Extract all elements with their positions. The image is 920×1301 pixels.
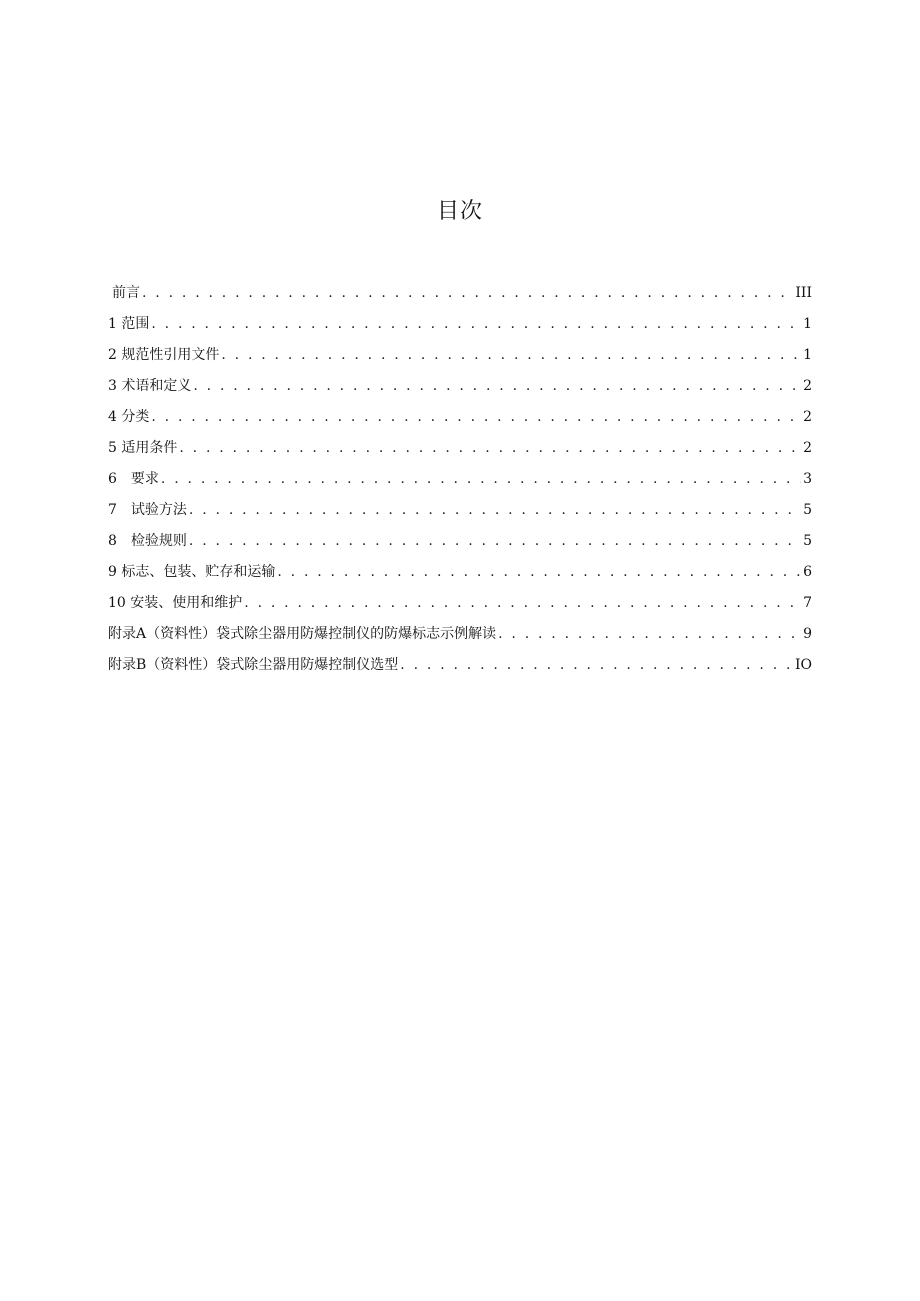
toc-page-number: 3 (803, 471, 812, 487)
toc-page-number: III (795, 285, 812, 301)
toc-dot-leader (277, 562, 801, 582)
toc-entry-label: 6 要求 (108, 471, 159, 487)
toc-entry-label: 8 检验规则 (108, 533, 187, 549)
toc-page-number: IO (794, 657, 812, 673)
toc-entry-installation-use[interactable] (108, 593, 812, 624)
page-title: 目次 (436, 199, 483, 224)
toc-entry-normative-references[interactable] (108, 345, 812, 376)
toc-page-number: 1 (803, 316, 812, 332)
toc-entry-requirements[interactable] (108, 469, 812, 500)
toc-entry-scope[interactable] (108, 314, 812, 345)
toc-page-number: 2 (803, 409, 812, 425)
toc-entry-appendix-a[interactable] (108, 624, 812, 655)
toc-dot-leader (142, 283, 793, 303)
toc-entry-label: 2 规范性引用文件 (108, 347, 220, 363)
toc-entry-appendix-b[interactable] (108, 655, 812, 686)
table-of-contents (108, 283, 812, 686)
toc-entry-foreword[interactable] (108, 283, 812, 314)
toc-dot-leader (400, 655, 793, 675)
toc-dot-leader (193, 376, 801, 396)
toc-dot-leader (151, 314, 801, 334)
toc-page-number: 2 (803, 378, 812, 394)
toc-entry-test-methods[interactable] (108, 500, 812, 531)
toc-dot-leader (161, 469, 801, 489)
toc-dot-leader (189, 531, 801, 551)
toc-entry-label: 4 分类 (108, 409, 150, 425)
toc-dot-leader (151, 407, 801, 427)
toc-entry-label: 附录B（资料性）袋式除尘器用防爆控制仪选型 (108, 657, 399, 673)
toc-dot-leader (221, 345, 801, 365)
toc-page-number: 1 (803, 347, 812, 363)
toc-dot-leader (244, 593, 801, 613)
toc-entry-label: 10 安装、使用和维护 (108, 595, 243, 611)
toc-page-number: 5 (803, 502, 812, 518)
toc-entry-label: 7 试验方法 (108, 502, 187, 518)
toc-entry-label: 3 术语和定义 (108, 378, 192, 394)
toc-entry-marking-packaging[interactable] (108, 562, 812, 593)
toc-page-number: 9 (803, 626, 812, 642)
toc-page-number: 6 (803, 564, 812, 580)
toc-entry-label: 前言 (112, 285, 140, 301)
toc-entry-label: 1 范围 (108, 316, 150, 332)
toc-entry-label: 附录A（资料性）袋式除尘器用防爆控制仪的防爆标志示例解读 (108, 626, 497, 642)
toc-entry-inspection-rules[interactable] (108, 531, 812, 562)
toc-dot-leader (179, 438, 801, 458)
toc-dot-leader (498, 624, 801, 644)
toc-entry-classification[interactable] (108, 407, 812, 438)
toc-dot-leader (189, 500, 801, 520)
toc-page-number: 2 (803, 440, 812, 456)
toc-page-number: 5 (803, 533, 812, 549)
toc-entry-conditions[interactable] (108, 438, 812, 469)
toc-page-number: 7 (803, 595, 812, 611)
toc-entry-label: 9 标志、包装、贮存和运输 (108, 564, 276, 580)
toc-entry-label: 5 适用条件 (108, 440, 178, 456)
toc-entry-terms-definitions[interactable] (108, 376, 812, 407)
